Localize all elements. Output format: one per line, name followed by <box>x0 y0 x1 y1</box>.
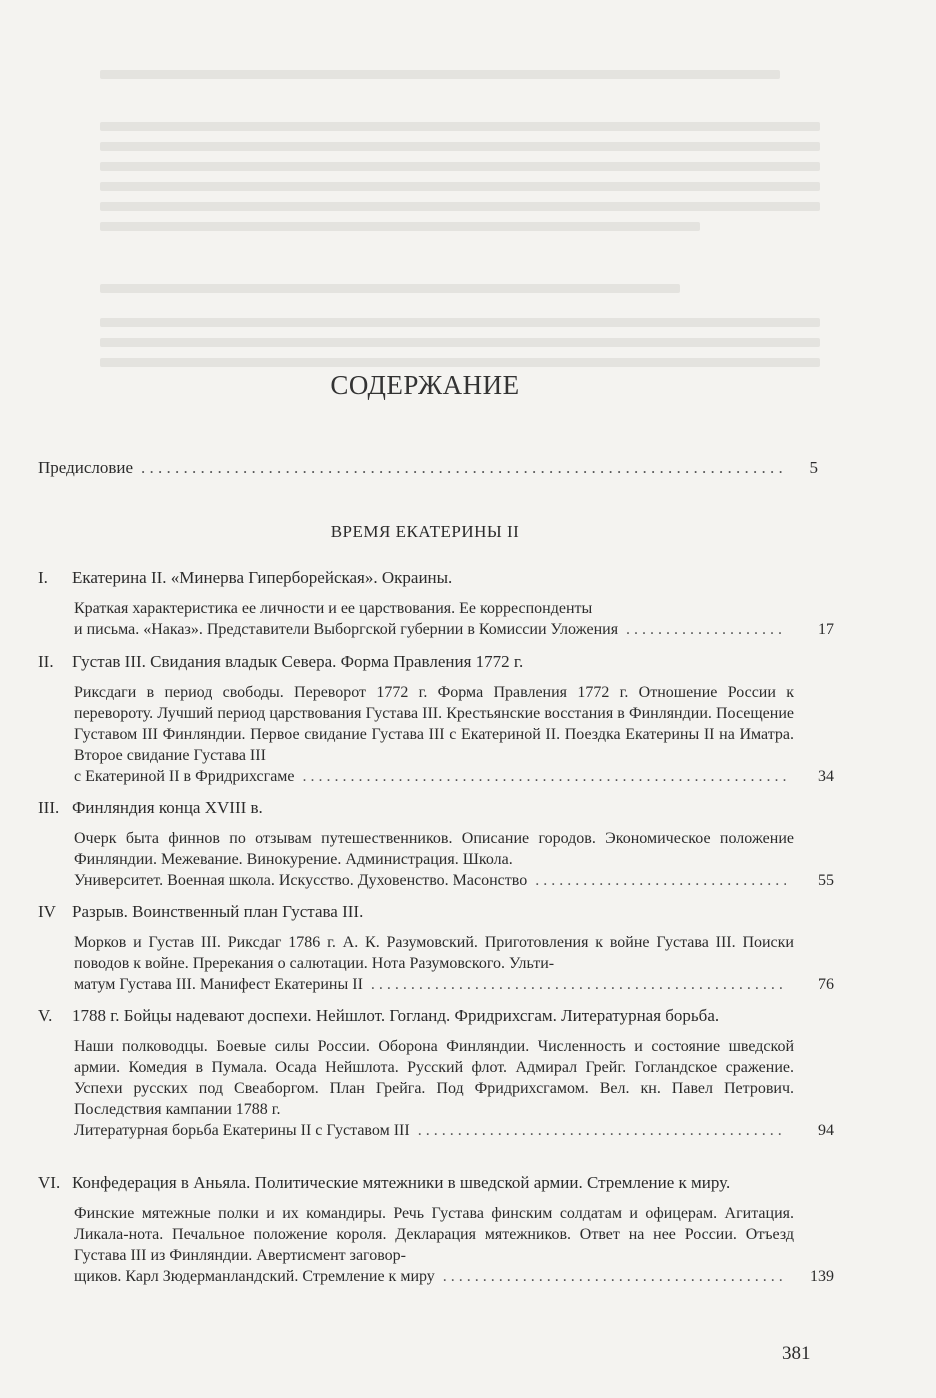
chapter-entry <box>38 566 834 640</box>
chapter-number: IV <box>38 902 56 921</box>
preface-page: 5 <box>809 458 818 477</box>
bleed-through <box>100 122 820 131</box>
preface-label: Предисловие <box>38 458 134 477</box>
chapter-summary-last-line <box>74 1266 794 1287</box>
chapter-summary-last-line <box>74 974 794 995</box>
leader-dots <box>371 974 786 995</box>
leader-dots <box>626 619 786 640</box>
chapter-summary: Финские мятежные полки и их командиры. Речь Густава финским солдатам и офицерам. Агитация. Ликала-нота. Печальное положение короля. Декларация мятежников. Ответ на нее России. Отъезд Густава III из Финляндии. Авертисмент заговор- <box>74 1205 794 1264</box>
chapter-title-row <box>38 650 820 674</box>
chapter-summary-end: Литературная борьба Екатерины II с Густавом III <box>74 1122 410 1139</box>
bleed-through <box>100 318 820 327</box>
chapter-page: 17 <box>818 621 834 638</box>
chapter-entry <box>38 900 834 995</box>
chapter-number: III. <box>38 798 60 817</box>
chapter-description <box>74 1203 834 1287</box>
chapter-title-row <box>38 900 820 924</box>
bleed-through <box>100 70 780 79</box>
chapter-number: II. <box>38 652 54 671</box>
chapter-summary-end: и письма. «Наказ». Представители Выборгской губернии в Комиссии Уложения <box>74 621 619 638</box>
chapter-title-row <box>38 566 820 590</box>
chapter-title: Финляндия конца XVIII в. <box>72 798 263 817</box>
chapter-title: Конфедерация в Аньяла. Политические мятежники в шведской армии. Стремление к миру. <box>72 1173 731 1192</box>
chapter-summary: Риксдаги в период свободы. Переворот 1772 г. Форма Правления 1772 г. Отношение России к перевороту. Лучший период царствования Густава III. Крестьянские восстания в Финляндии. Посещение Густавом III Финляндии. Первое свидание Густава III с Екатериной II. Поездка Екатерины II на Иматра. Второе свидание Густава III <box>74 684 794 764</box>
chapter-title-row <box>38 1171 820 1195</box>
chapter-number: V. <box>38 1006 53 1025</box>
chapter-summary-end: матум Густава III. Манифест Екатерины II <box>74 976 363 993</box>
leader-dots <box>443 1266 786 1287</box>
page-number: 381 <box>782 1343 811 1364</box>
chapter-title: 1788 г. Бойцы надевают доспехи. Нейшлот. Гогланд. Фридрихсгам. Литературная борьба. <box>72 1006 720 1025</box>
chapter-entry <box>38 1004 834 1141</box>
section-heading: ВРЕМЯ ЕКАТЕРИНЫ II <box>330 522 520 541</box>
chapter-page: 94 <box>818 1122 834 1139</box>
chapter-summary-last-line <box>74 766 794 787</box>
chapter-summary-end: щиков. Карл Зюдерманландский. Стремление к миру <box>74 1268 435 1285</box>
bleed-through <box>100 222 700 231</box>
leader-dots <box>141 457 782 479</box>
bleed-through <box>100 338 820 347</box>
chapter-summary: Очерк быта финнов по отзывам путешественников. Описание городов. Экономическое положение Финляндии. Межевание. Винокурение. Администрация. Школа. <box>74 830 794 868</box>
chapter-page: 34 <box>818 768 834 785</box>
chapter-summary: Наши полководцы. Боевые силы России. Оборона Финляндии. Численность и состояние шведской армии. Комедия в Пумала. Осада Нейшлота. Русский флот. Адмирал Грейг. Гогландское сражение. Успехи русских под Свеаборгом. План Грейга. Под Фридрихсгамом. Вел. кн. Павел Петрович. Последствия кампании 1788 г. <box>74 1038 794 1118</box>
chapter-summary-end: Университет. Военная школа. Искусство. Духовенство. Масонство <box>74 872 528 889</box>
chapter-title: Густав III. Свидания владык Севера. Форма Правления 1772 г. <box>72 652 524 671</box>
chapter-entry <box>38 796 834 891</box>
chapter-page: 76 <box>818 976 834 993</box>
chapter-summary: Морков и Густав III. Риксдаг 1786 г. А. К. Разумовский. Приготовления к войне Густава III. Поиски поводов к войне. Пререкания о салютации. Нота Разумовского. Ульти- <box>74 934 794 972</box>
chapter-number: VI. <box>38 1173 61 1192</box>
leader-dots <box>303 766 786 787</box>
leader-dots <box>418 1120 786 1141</box>
chapter-summary: Краткая характеристика ее личности и ее царствования. Ее корреспонденты <box>74 600 593 617</box>
bleed-through <box>100 142 820 151</box>
chapter-title: Разрыв. Воинственный план Густава III. <box>72 902 364 921</box>
chapter-description <box>74 932 834 995</box>
chapter-title: Екатерина II. «Минерва Гиперборейская». Окраины. <box>72 568 453 587</box>
chapter-entry <box>38 1171 834 1287</box>
leader-dots <box>535 870 786 891</box>
bleed-through <box>100 182 820 191</box>
preface-entry <box>38 457 818 479</box>
chapter-summary-last-line <box>74 870 794 891</box>
chapter-page: 55 <box>818 872 834 889</box>
chapter-title-row <box>38 796 820 820</box>
chapter-description <box>74 598 834 640</box>
chapter-description <box>74 1036 834 1141</box>
chapter-summary-last-line <box>74 619 794 640</box>
chapter-title-row <box>38 1004 820 1028</box>
chapter-summary-last-line <box>74 1120 794 1141</box>
chapter-entry <box>38 650 834 787</box>
page-title: СОДЕРЖАНИЕ <box>330 370 520 400</box>
bleed-through <box>100 358 820 367</box>
chapter-description <box>74 828 834 891</box>
chapter-number: I. <box>38 568 48 587</box>
bleed-through <box>100 162 820 171</box>
chapter-page: 139 <box>810 1268 834 1285</box>
chapter-description <box>74 682 834 787</box>
chapter-summary-end: с Екатериной II в Фридрихсгаме <box>74 768 295 785</box>
bleed-through <box>100 202 820 211</box>
bleed-through <box>100 284 680 293</box>
